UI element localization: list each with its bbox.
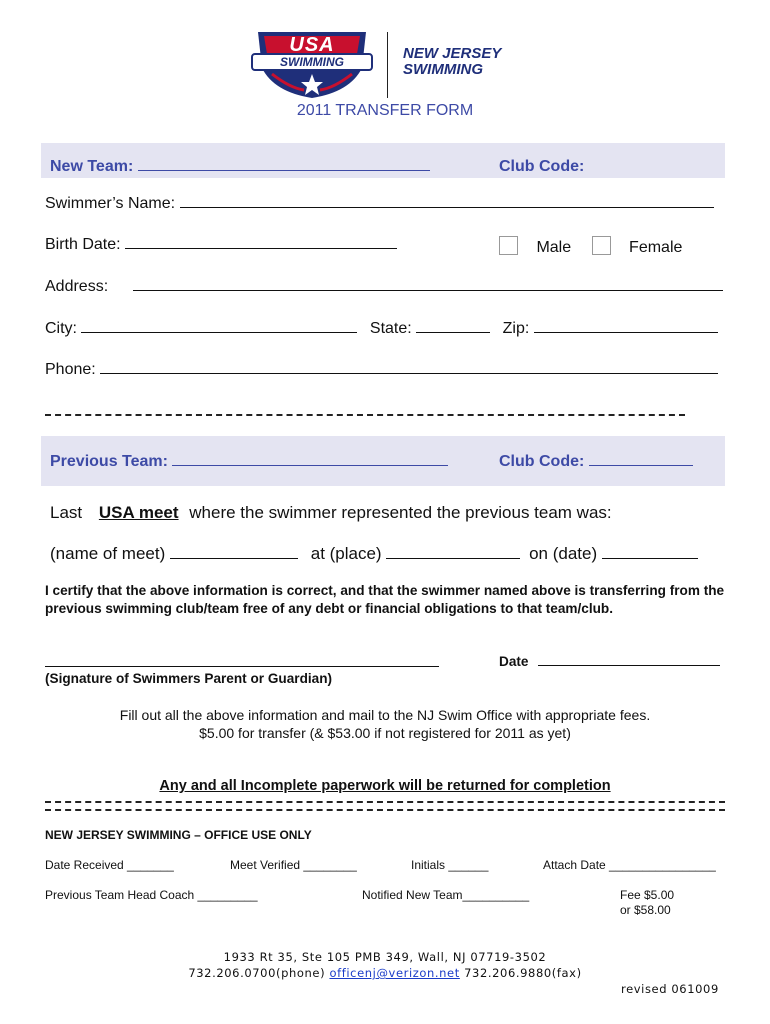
- office-divider-bottom: [45, 809, 725, 811]
- section-divider: [45, 414, 685, 416]
- fee-line1: Fee $5.00: [620, 888, 675, 902]
- previous-team-label: Previous Team:: [50, 453, 168, 470]
- meet-details-row: [50, 544, 698, 564]
- phone-row: [45, 361, 718, 379]
- meet-date-field[interactable]: [602, 558, 698, 559]
- female-checkbox[interactable]: [592, 236, 611, 255]
- city-row: [45, 320, 718, 338]
- footer-contact: [0, 966, 770, 980]
- attach-date: Attach Date ________________: [543, 858, 716, 872]
- footer-address: 1933 Rt 35, Ste 105 PMB 349, Wall, NJ 07719-3502: [223, 950, 547, 964]
- previous-team-field[interactable]: [172, 465, 448, 466]
- phone-field[interactable]: [100, 373, 718, 374]
- signature-line[interactable]: [45, 666, 439, 667]
- date-field[interactable]: [538, 665, 720, 666]
- footer-phone: 732.206.0700(phone): [188, 966, 326, 980]
- last-meet-emphasis: USA meet: [98, 503, 179, 522]
- birth-date-row: [45, 236, 397, 254]
- nj-line1: NEW JERSEY: [403, 45, 502, 62]
- footer-email-link[interactable]: officenj@verizon.net: [329, 966, 460, 980]
- logo-divider: [387, 32, 388, 98]
- meet-name-label: (name of meet): [50, 544, 166, 563]
- date-received: Date Received _______: [45, 858, 174, 872]
- state-label: State:: [369, 320, 412, 337]
- meet-place-field[interactable]: [386, 558, 520, 559]
- swimmer-name-label: Swimmer’s Name:: [45, 195, 176, 212]
- incomplete-warning: Any and all Incomplete paperwork will be returned for completion: [159, 778, 611, 794]
- previous-coach: Previous Team Head Coach _________: [45, 888, 258, 902]
- address-field[interactable]: [133, 290, 723, 291]
- zip-label: Zip:: [502, 320, 530, 337]
- previous-team-row: [50, 453, 448, 471]
- nj-swimming-logo: [403, 46, 501, 78]
- address-row: [45, 278, 723, 296]
- state-field[interactable]: [416, 332, 490, 333]
- instructions-line1: Fill out all the above information and mail to the NJ Swim Office with appropriate fees.: [119, 707, 651, 723]
- address-label: Address:: [45, 278, 109, 295]
- footer-fax: 732.206.9880(fax): [464, 966, 582, 980]
- instructions-line2: $5.00 for transfer (& $53.00 if not registered for 2011 as yet): [199, 725, 571, 741]
- new-team-field[interactable]: [138, 170, 430, 171]
- swimmer-name-field[interactable]: [180, 207, 714, 208]
- city-label: City:: [45, 320, 77, 337]
- last-meet-suffix: where the swimmer represented the previous team was:: [189, 503, 612, 522]
- male-checkbox[interactable]: [499, 236, 518, 255]
- previous-club-code-field[interactable]: [589, 465, 693, 466]
- new-team-row: [50, 158, 430, 176]
- previous-club-code-label: Club Code:: [499, 453, 585, 470]
- office-title: NEW JERSEY SWIMMING – OFFICE USE ONLY: [45, 828, 312, 842]
- birth-date-label: Birth Date:: [45, 236, 121, 253]
- revised-note: revised 061009: [621, 982, 719, 996]
- notified-new-team: Notified New Team__________: [362, 888, 530, 902]
- meet-name-field[interactable]: [170, 558, 298, 559]
- initials: Initials ______: [411, 858, 489, 872]
- phone-label: Phone:: [45, 361, 96, 378]
- male-label: Male: [536, 239, 572, 256]
- birth-date-field[interactable]: [125, 248, 397, 249]
- meet-verified: Meet Verified ________: [230, 858, 357, 872]
- signature-label: (Signature of Swimmers Parent or Guardian): [45, 671, 333, 686]
- date-label: Date: [499, 654, 529, 669]
- meet-date-label: on (date): [529, 544, 598, 563]
- city-field[interactable]: [81, 332, 357, 333]
- fee-line2: or $58.00: [620, 903, 671, 917]
- swimmer-name-row: [45, 195, 714, 213]
- nj-line2: SWIMMING: [403, 61, 483, 78]
- previous-club-code-row: [499, 453, 693, 471]
- last-meet-prefix: Last: [50, 503, 83, 522]
- office-divider-top: [45, 801, 725, 803]
- page-title: 2011 TRANSFER FORM: [296, 102, 474, 119]
- usa-swimming-logo: [250, 28, 374, 100]
- meet-place-label: at (place): [310, 544, 382, 563]
- date-row: [499, 654, 720, 669]
- certify-text: I certify that the above information is correct, and that the swimmer named above is transferring from the previous swimming club/team free of any debt or financial obligations to that team/club.: [45, 583, 725, 616]
- logo-swimming-text: SWIMMING: [280, 55, 344, 69]
- zip-field[interactable]: [534, 332, 718, 333]
- female-label: Female: [629, 239, 683, 256]
- new-club-code-label: Club Code:: [499, 158, 585, 175]
- new-team-label: New Team:: [50, 158, 134, 175]
- gender-row: [499, 236, 682, 257]
- last-meet-row: [50, 503, 612, 523]
- logo-usa-text: USA: [289, 34, 335, 56]
